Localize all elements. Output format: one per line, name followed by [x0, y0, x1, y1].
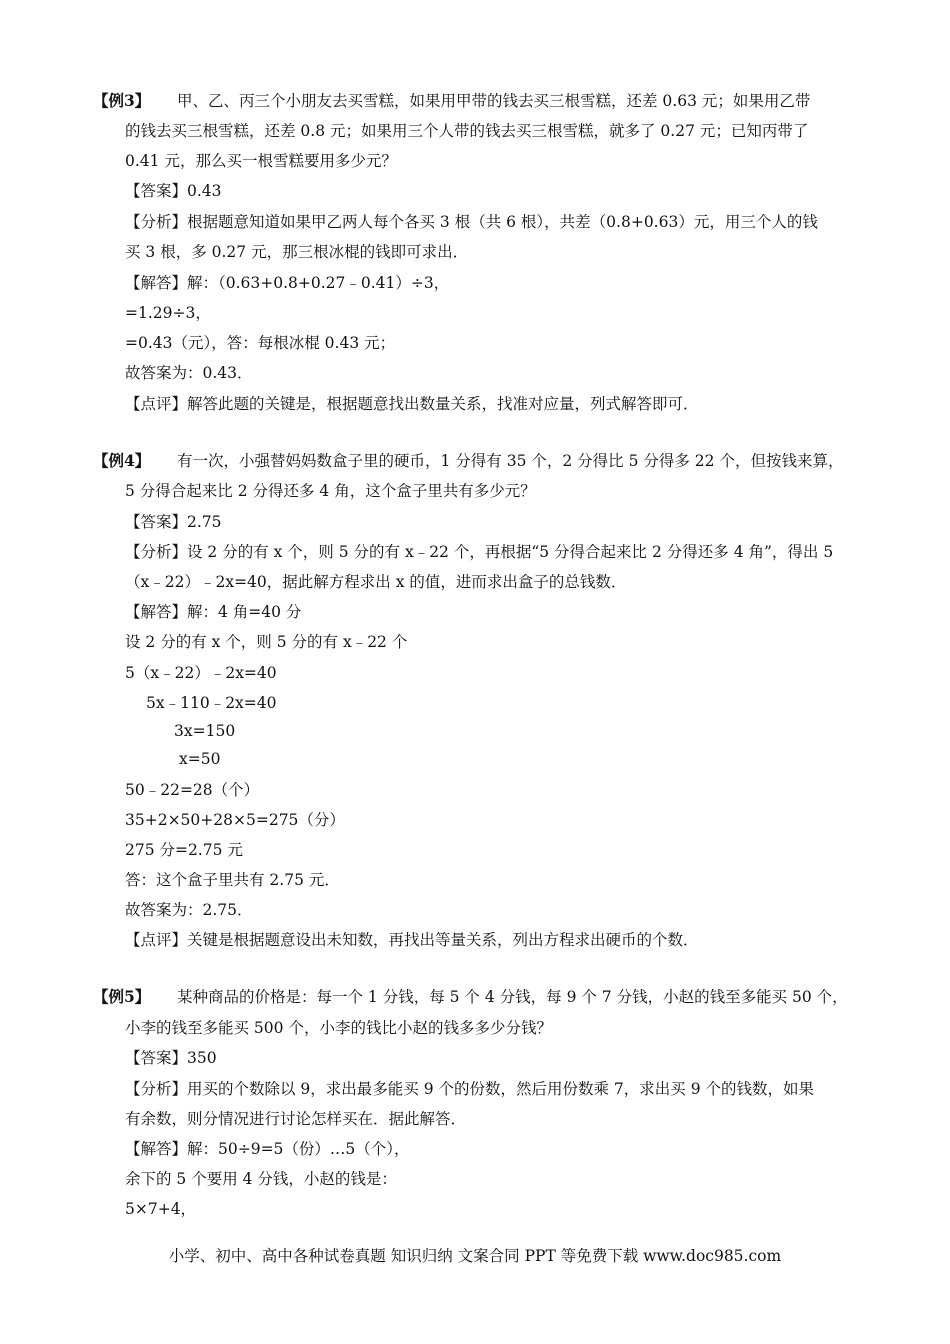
solution-line: 5×7+4，	[125, 1200, 197, 1218]
solution-line: 故答案为：0.43．	[125, 364, 253, 382]
example-label: 【例3】	[93, 91, 151, 110]
solution-line: 故答案为：2.75．	[125, 901, 253, 919]
solution-line: 3x=150	[174, 722, 236, 740]
analysis-line: 买 3 根，多 0.27 元，那三根冰棍的钱即可求出．	[125, 243, 469, 261]
analysis-line: 【分析】用买的个数除以 9，求出最多能买 9 个的份数，然后用份数乘 7，求出买 9 个的钱数，如果	[125, 1080, 815, 1098]
answer-line: 【答案】0.43	[125, 182, 222, 200]
solution-line: 余下的 5 个要用 4 分钱，小赵的钱是：	[125, 1170, 397, 1188]
solution-line: 50﹣22=28（个）	[125, 781, 260, 799]
question-line: 的钱去买三根雪糕，还差 0.8 元；如果用三个人带的钱去买三根雪糕，就多了 0.27 元；已知丙带了	[125, 122, 809, 140]
solution-line: 5x﹣110﹣2x=40	[146, 694, 277, 712]
page-footer: 小学、初中、高中各种试卷真题 知识归纳 文案合同 PPT 等免费下载 www.doc985.com	[168, 1247, 782, 1265]
question-line: 小李的钱至多能买 500 个，小李的钱比小赵的钱多多少分钱？	[125, 1019, 552, 1037]
solution-line: 答：这个盒子里共有 2.75 元．	[125, 871, 340, 889]
solution-line: 【解答】解：50÷9=5（份）…5（个），	[125, 1140, 410, 1158]
solution-line: 35+2×50+28×5=275（分）	[125, 811, 345, 829]
question-line: 甲、乙、丙三个小朋友去买雪糕，如果用甲带的钱去买三根雪糕，还差 0.63 元；如果用乙带	[177, 92, 811, 110]
comment-line: 【点评】解答此题的关键是，根据题意找出数量关系，找准对应量，列式解答即可．	[125, 395, 699, 413]
analysis-line: 【分析】根据题意知道如果甲乙两人每个各买 3 根（共 6 根），共差（0.8+0.63）元，用三个人的钱	[125, 213, 818, 231]
question-line: 有一次，小强替妈妈数盒子里的硬币，1 分得有 35 个，2 分得比 5 分得多 22 个，但按钱来算，	[177, 452, 844, 470]
solution-line: x=50	[179, 750, 221, 768]
question-line: 0.41 元，那么买一根雪糕要用多少元？	[125, 152, 397, 170]
example-label: 【例4】	[93, 451, 151, 470]
solution-line: 设 2 分的有 x 个，则 5 分的有 x﹣22 个	[125, 633, 408, 651]
analysis-line: （x﹣22）﹣2x=40，据此解方程求出 x 的值，进而求出盒子的总钱数．	[125, 573, 627, 591]
question-line: 5 分得合起来比 2 分得还多 4 角，这个盒子里共有多少元？	[125, 482, 536, 500]
solution-line: 275 分=2.75 元	[125, 841, 243, 859]
answer-line: 【答案】350	[125, 1049, 217, 1067]
solution-line: 5（x﹣22）﹣2x=40	[125, 664, 277, 682]
solution-line: 【解答】解：4 角=40 分	[125, 603, 302, 621]
example-label: 【例5】	[93, 987, 151, 1006]
question-line: 某种商品的价格是：每一个 1 分钱，每 5 个 4 分钱，每 9 个 7 分钱，小赵的钱至多能买 50 个，	[177, 988, 848, 1006]
solution-line: 【解答】解：（0.63+0.8+0.27﹣0.41）÷3，	[125, 274, 450, 292]
solution-line: =0.43（元），答：每根冰棍 0.43 元；	[125, 334, 396, 352]
answer-line: 【答案】2.75	[125, 513, 222, 531]
analysis-line: 有余数，则分情况进行讨论怎样买在．据此解答．	[125, 1110, 467, 1128]
analysis-line: 【分析】设 2 分的有 x 个，则 5 分的有 x﹣22 个，再根据“5 分得合起来比 2 分得还多 4 角”，得出 5	[125, 543, 834, 561]
solution-line: =1.29÷3，	[125, 304, 211, 322]
comment-line: 【点评】关键是根据题意设出未知数，再找出等量关系，列出方程求出硬币的个数．	[125, 931, 699, 949]
